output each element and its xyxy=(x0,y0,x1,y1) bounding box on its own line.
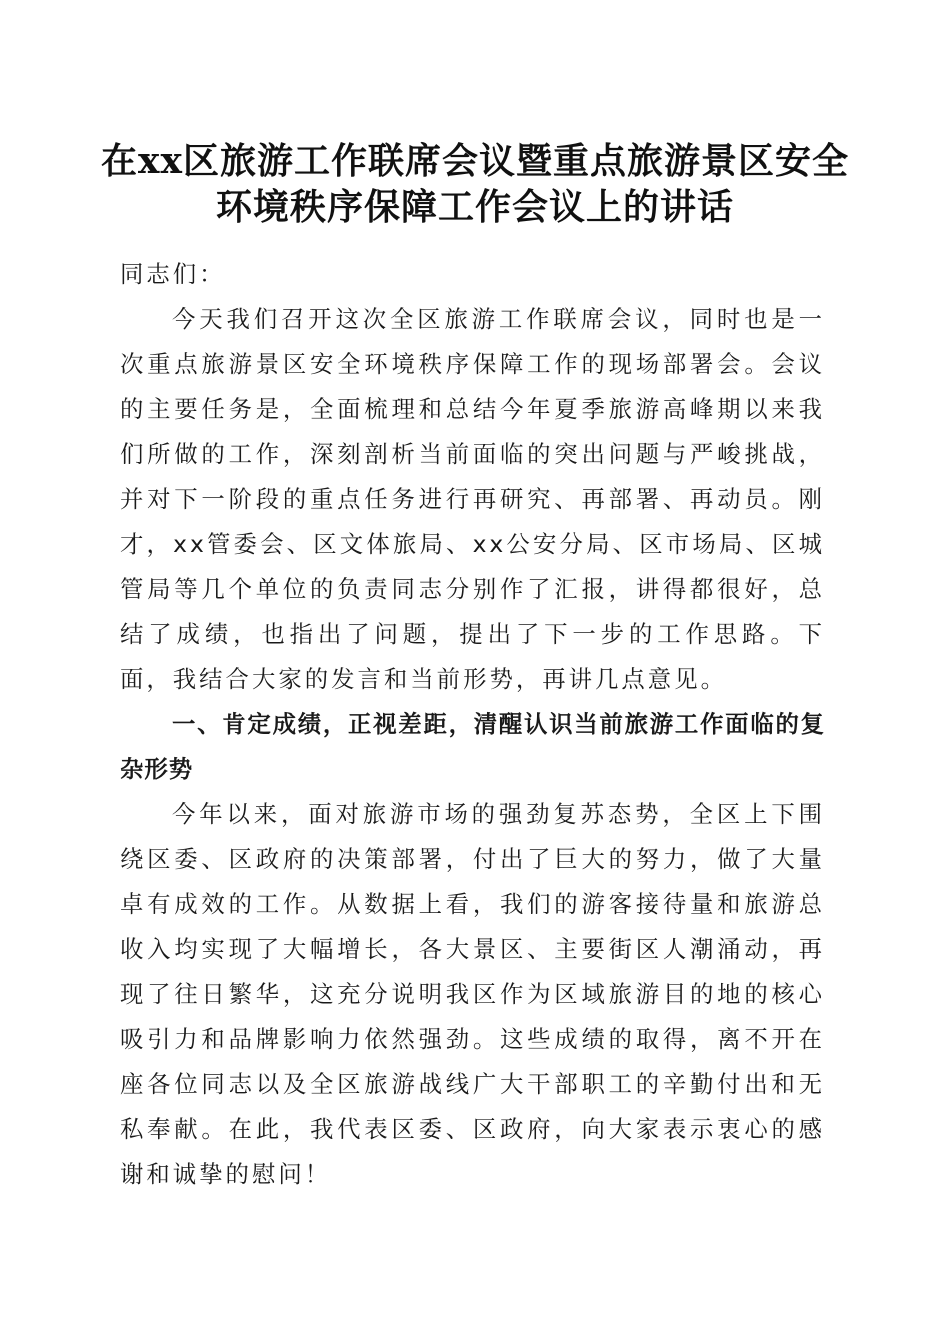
salutation: 同志们： xyxy=(120,260,226,288)
section-heading-1: 一、肯定成绩，正视差距，清醒认识当前旅游工作面临的复杂形势 xyxy=(120,710,825,783)
document-body xyxy=(120,252,825,1197)
document-title: 在xx区旅游工作联席会议暨重点旅游景区安全环境秩序保障工作会议上的讲话 xyxy=(101,140,849,228)
paragraph-intro: 今天我们召开这次全区旅游工作联席会议，同时也是一次重点旅游景区安全环境秩序保障工作的现场部署会。会议的主要任务是，全面梳理和总结今年夏季旅游高峰期以来我们所做的工作，深刻剖析当前面临的突出问题与严峻挑战，并对下一阶段的重点任务进行再研究、再部署、再动员。刚才，xx管委会、区文体旅局、xx公安分局、区市场局、区城管局等几个单位的负责同志分别作了汇报，讲得都很好，总结了成绩，也指出了问题，提出了下一步的工作思路。下面，我结合大家的发言和当前形势，再讲几点意见。 xyxy=(120,305,825,693)
paragraph-achievements: 今年以来，面对旅游市场的强劲复苏态势，全区上下围绕区委、区政府的决策部署，付出了巨大的努力，做了大量卓有成效的工作。从数据上看，我们的游客接待量和旅游总收入均实现了大幅增长，各大景区、主要街区人潮涌动，再现了往日繁华，这充分说明我区作为区域旅游目的地的核心吸引力和品牌影响力依然强劲。这些成绩的取得，离不开在座各位同志以及全区旅游战线广大干部职工的辛勤付出和无私奉献。在此，我代表区委、区政府，向大家表示衷心的感谢和诚挚的慰问！ xyxy=(120,800,825,1188)
